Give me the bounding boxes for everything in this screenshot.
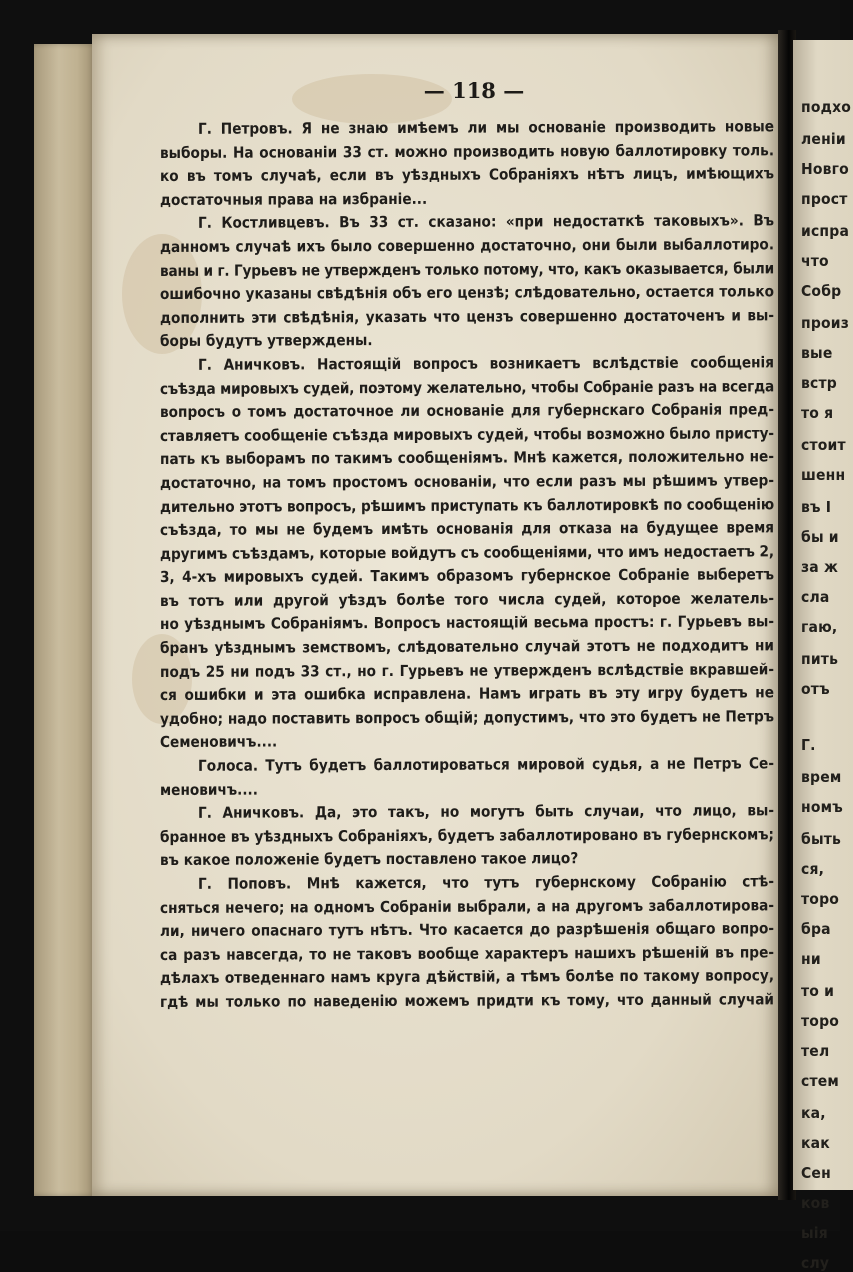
text-line: достаточно, на томъ простомъ основаніи, что если разъ мы рѣшимъ утвер- [159,471,775,492]
text-line: пать къ выборамъ по такимъ сообщеніямъ. Мнѣ кажется, положительно не- [159,447,775,469]
text-line: но уѣзднымъ Собраніямъ. Вопросъ настоящій весьма простъ: г. Гурьевъ вы- [159,612,775,634]
page-text [160,118,774,1015]
text-line: Г. Поповъ. Мнѣ кажется, что тутъ губернскому Собранію стѣ- [197,872,775,893]
facing-page-fragment: стоит [801,436,846,454]
facing-page-fragment: то и [801,982,835,1000]
facing-page-fragment: Новго [801,160,849,178]
facing-page-fragment: вые [801,344,833,362]
text-line: дительно этотъ вопросъ, рѣшимъ приступать къ баллотировкѣ по сообщенію [159,494,775,516]
text-line: въ тотъ или другой уѣздъ болѣе того числа судей, которое желатель- [159,589,775,610]
facing-page [793,40,853,1272]
text-line: Г. Аничковъ. Настоящій вопросъ возникаетъ вслѣдствіе сообщенія [197,353,775,374]
facing-page-fragment: въ І [801,498,832,516]
facing-page-fragment: ыія [801,1224,828,1242]
text-line: бранъ уѣзднымъ земствомъ, слѣдовательно случай этотъ не подходитъ ни [159,636,775,658]
facing-page-fragment: тел [801,1042,830,1060]
facing-page-fragment: за ж [801,558,839,576]
facing-page-fragment: врем [801,768,842,786]
book-page-edges [34,44,96,1196]
facing-page-fragment: как [801,1134,830,1152]
text-line: сняться нечего; на одномъ Собраніи выбрали, а на другомъ забаллотирова- [159,895,775,917]
text-line: удобно; надо поставить вопросъ общій; допустимъ, что это будетъ не Петръ [159,707,775,728]
facing-page-fragment: бы и [801,528,839,546]
text-line: въ какое положеніе будетъ поставлено такое лицо? [159,849,579,870]
facing-page-fragment: торо [801,1012,840,1030]
text-line: съѣзда мировыхъ судей, поэтому желательно, чтобы Собраніе разъ на всегда [159,376,775,398]
text-line: данномъ случаѣ ихъ было совершенно достаточно, они были выбаллотиро. [159,235,775,256]
text-line: Г. Костливцевъ. Въ 33 ст. сказано: «при недостаткѣ таковыхъ». Въ [197,211,775,233]
text-line: Голоса. Тутъ будетъ баллотироваться мировой судья, а не Петръ Се- [197,754,775,775]
facing-page-fragment: ни [801,950,821,968]
facing-page-fragment: ка, [801,1104,826,1122]
facing-page-fragment: что [801,252,829,270]
facing-page-fragment: встр [801,374,837,392]
page-number: — 118 — [423,78,525,103]
facing-page-fragment: Сен [801,1164,831,1182]
text-line: меновичъ.... [159,780,258,799]
text-line: боры будутъ утверждены. [159,331,373,351]
facing-page-fragment: прост [801,190,848,208]
text-line: выборы. На основаніи 33 ст. можно производить новую баллотировку толь. [159,140,775,162]
facing-page-fragment: шенн [801,466,846,484]
facing-page-fragment: бра [801,920,831,938]
facing-page-fragment: то я [801,404,834,422]
facing-page-fragment: быть [801,830,842,848]
text-line: ваны и г. Гурьевъ не утвержденъ только потому, что, какъ оказывается, были [159,258,775,280]
text-line: Семеновичъ.... [159,732,278,752]
text-line: вопросъ о томъ достаточное ли основаніе для губернскаго Собранія пред- [159,400,775,422]
text-line: гдѣ мы только по наведенію можемъ придти къ тому, что данный случай [159,990,775,1011]
text-line: бранное въ уѣздныхъ Собраніяхъ, будетъ забаллотировано въ губернскомъ; [159,825,775,846]
text-line: са разъ навсегда, то не таковъ вообще характеръ нашихъ рѣшеній въ пре- [159,943,775,964]
facing-page-fragment: гаю, [801,618,838,636]
text-line: съѣзда, то мы не будемъ имѣть основанія для отказа на будущее время [159,518,775,540]
facing-page-fragment: испра [801,222,850,240]
facing-page-fragment: ков [801,1194,830,1212]
facing-page-fragment: леніи [801,130,846,148]
text-line: ошибочно указаны свѣдѣнія объ его цензѣ; слѣдовательно, остается только [159,282,775,304]
facing-page-fragment: торо [801,890,840,908]
facing-page-fragment: Собр [801,282,842,300]
text-line: достаточныя права на избраніе... [159,189,428,209]
text-line: ли, ничего опаснаго тутъ нѣтъ. Что касается до разрѣшенія общаго вопро- [159,919,775,941]
text-line: Г. Петровъ. Я не знаю имѣемъ ли мы основаніе производить новые [197,117,775,138]
facing-page-fragment: Г. [801,736,816,754]
text-line: ставляетъ сообщеніе съѣзда мировыхъ судей, чтобы возможно было присту- [159,424,775,445]
facing-page-fragment: отъ [801,680,830,698]
text-line: Г. Аничковъ. Да, это такъ, но могутъ быть случаи, что лицо, вы- [197,801,775,823]
facing-page-fragment: сла [801,588,830,606]
facing-page-fragment: ся, [801,860,825,878]
text-line: другимъ съѣздамъ, которые войдутъ съ сообщеніями, что имъ недостаетъ 2, [159,542,775,563]
text-line: ся ошибки и эта ошибка исправлена. Намъ играть въ эту игру будетъ не [159,683,775,705]
facing-page-fragment: подхо [801,98,852,116]
facing-page-fragment: слу [801,1254,830,1272]
facing-page-fragment: стем [801,1072,840,1090]
text-line: дѣлахъ отведеннаго намъ круга дѣйствій, а тѣмъ болѣе по такому вопросу, [159,966,775,988]
facing-page-fragment: номъ [801,798,843,816]
text-line: дополнить эти свѣдѣнія, указать что цензъ совершенно достаточенъ и вы- [159,306,775,327]
text-line: 3, 4-хъ мировыхъ судей. Такимъ образомъ губернское Собраніе выберетъ [159,565,775,587]
text-line: ко въ томъ случаѣ, если въ уѣздныхъ Собраніяхъ нѣтъ лицъ, имѣющихъ [159,164,775,186]
text-line: подъ 25 ни подъ 33 ст., но г. Гурьевъ не утвержденъ вслѣдствіе вкравшей- [159,659,775,681]
facing-page-fragment: произ [801,314,850,332]
facing-page-fragment: пить [801,650,839,668]
